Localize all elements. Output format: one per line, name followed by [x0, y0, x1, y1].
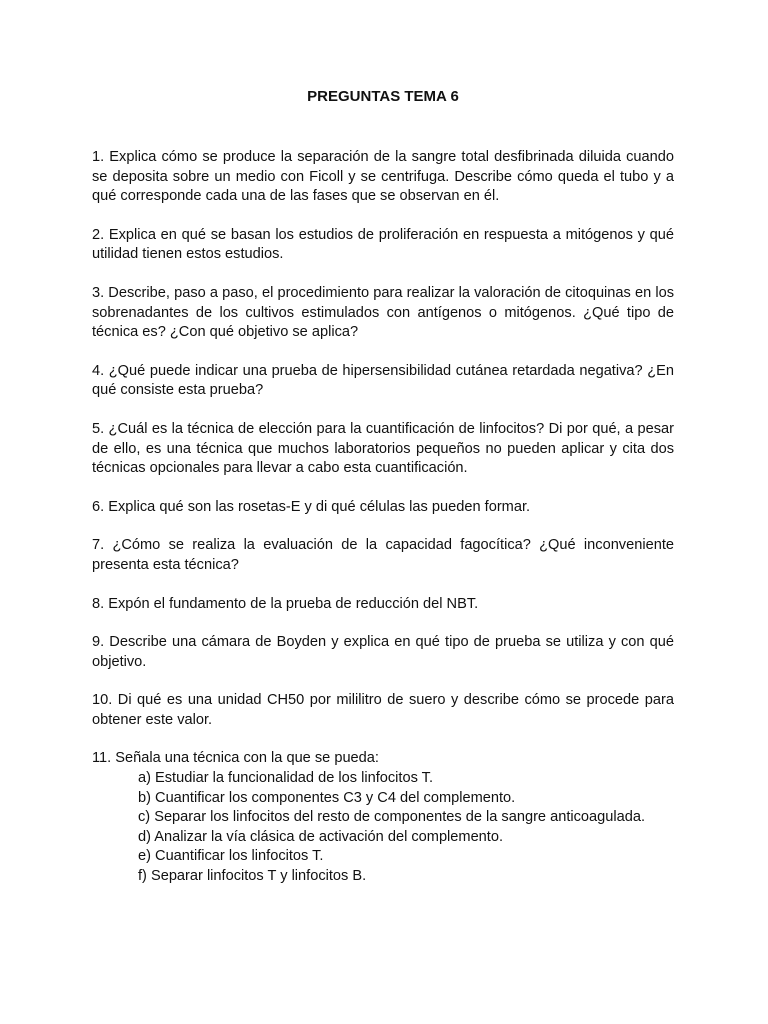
- question-1: 1. Explica cómo se produce la separación de la sangre total desfibrinada diluida cuando se deposita sobre un medio con Ficoll y se centrifuga. Describe cómo queda el tubo y a qué corresponde cada una de las fases que se observan en él.: [92, 149, 674, 205]
- question-4: 4. ¿Qué puede indicar una prueba de hipersensibilidad cutánea retardada negativa? ¿En qué consiste esta prueba?: [92, 362, 674, 399]
- question-11-item-d: d) Analizar la vía clásica de activación del complemento.: [138, 828, 504, 845]
- question-11: [92, 749, 674, 886]
- page-title: PREGUNTAS TEMA 6: [307, 88, 459, 105]
- question-6: 6. Explica qué son las rosetas-E y di qué células las pueden formar.: [92, 498, 531, 515]
- question-3: 3. Describe, paso a paso, el procedimiento para realizar la valoración de citoquinas en los sobrenadantes de los cultivos estimulados con antígenos o mitógenos. ¿Qué tipo de técnica es? ¿Con qué objetivo se aplica?: [92, 284, 674, 341]
- question-11-item-f: f) Separar linfocitos T y linfocitos B.: [138, 868, 367, 885]
- question-5: 5. ¿Cuál es la técnica de elección para la cuantificación de linfocitos? Di por qué, a pesar de ello, es una técnica que muchos laboratorios pequeños no pueden aplicar y cita dos técnicas opcionales para llevar a cabo esta cuantificación.: [92, 420, 674, 477]
- question-11-item-b: b) Cuantificar los componentes C3 y C4 del complemento.: [138, 789, 516, 806]
- question-11-item-e: e) Cuantificar los linfocitos T.: [138, 848, 324, 865]
- question-10: 10. Di qué es una unidad CH50 por mililitro de suero y describe cómo se procede para obtener este valor.: [92, 692, 674, 728]
- question-11-item-a: a) Estudiar la funcionalidad de los linfocitos T.: [138, 770, 434, 787]
- question-11-item-c: c) Separar los linfocitos del resto de componentes de la sangre anticoagulada.: [138, 809, 646, 826]
- question-8: 8. Expón el fundamento de la prueba de reducción del NBT.: [92, 595, 479, 612]
- question-9: 9. Describe una cámara de Boyden y explica en qué tipo de prueba se utiliza y con qué objetivo.: [92, 634, 674, 670]
- question-11-lead: 11. Señala una técnica con la que se pueda:: [92, 750, 379, 767]
- question-2: 2. Explica en qué se basan los estudios de proliferación en respuesta a mitógenos y qué utilidad tienen estos estudios.: [92, 226, 674, 263]
- question-11-items: [92, 769, 674, 887]
- question-7: 7. ¿Cómo se realiza la evaluación de la capacidad fagocítica? ¿Qué inconveniente presenta esta técnica?: [92, 537, 674, 573]
